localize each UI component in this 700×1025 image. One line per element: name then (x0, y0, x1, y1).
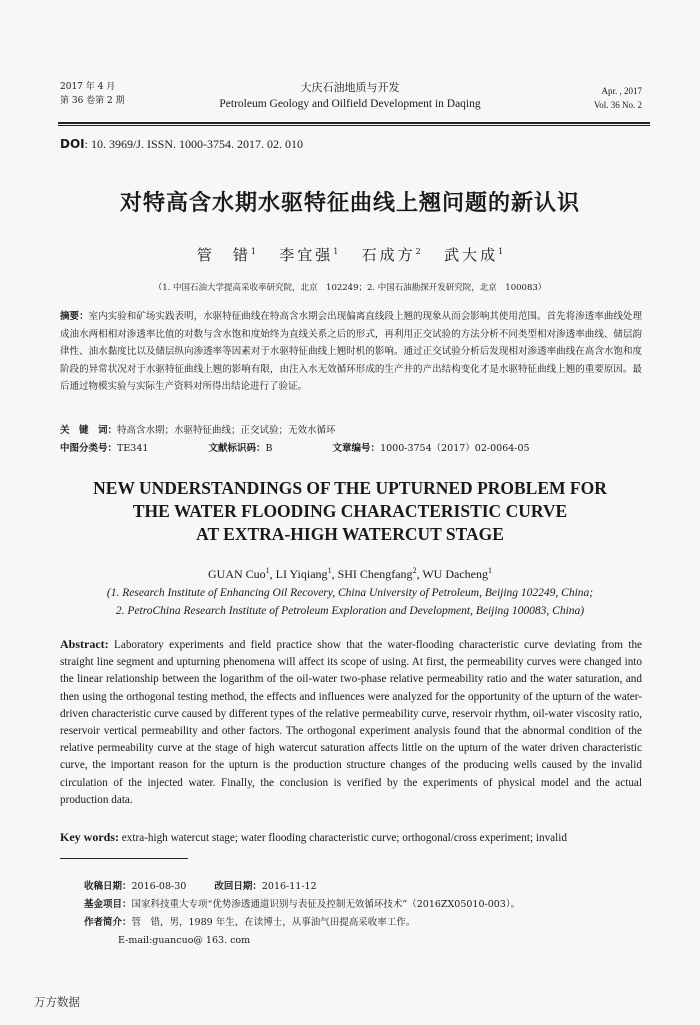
author-sup: 2 (412, 566, 417, 575)
keywords-en (60, 830, 660, 845)
header-rule-thick (58, 122, 650, 124)
journal-name-en: Petroleum Geology and Oilfield Development in Daqing (219, 98, 481, 110)
abstract-en-label: Abstract: (60, 637, 109, 651)
abstract-en (60, 636, 642, 809)
doi-label: DOI (60, 137, 85, 151)
author-cn: 石成方 (361, 246, 416, 264)
header-rule-thin (58, 125, 650, 126)
article-no-label: 文章编号： (332, 443, 381, 454)
affiliation-en (0, 584, 700, 620)
author-sup: 1 (333, 247, 339, 256)
keywords-en-text: extra-high watercut stage; water flooding characteristic curve; orthogonal/cross experiment; invalid (121, 832, 567, 844)
author-sup: 1 (327, 566, 332, 575)
header-date-cn: 2017 年 4 月 (60, 82, 116, 92)
fund-label: 基金项目： (84, 899, 132, 910)
revised-date: 2016-11-12 (261, 881, 317, 892)
author-sup: 2 (415, 247, 421, 256)
author-en: GUAN Cuo (208, 567, 266, 581)
abstract-cn (60, 308, 642, 396)
page-title-en (0, 477, 700, 546)
doi (60, 137, 303, 152)
clc-label: 中图分类号： (60, 443, 118, 454)
classification-cn (60, 440, 642, 454)
author-bio-label: 作者简介： (84, 917, 132, 928)
footnote-rule (60, 858, 188, 859)
author-sup: 1 (265, 566, 270, 575)
header-volume-en: Vol. 36 No. 2 (593, 100, 642, 110)
author-en: LI Yiqiang (275, 567, 328, 581)
doi-value: : 10. 3969/J. ISSN. 1000-3754. 2017. 02. 010 (84, 137, 303, 151)
author-bio-text: 管 错，男，1989 年生，在读博士，从事油气田提高采收率工作。 (131, 917, 416, 928)
footnote-dates (84, 879, 317, 895)
footnote-email: E-mail:guancuo@ 163. com (118, 935, 251, 946)
header-right (594, 84, 642, 112)
abstract-cn-text: 室内实验和矿场实践表明，水驱特征曲线在特高含水期会出现偏离直线段上翘的现象从而会影响其使用范围。首先将渗透率曲线处理成油水两相相对渗透率比值的对数与含水饱和度始终为直线关系之后的形式，再利用正交试验的方法分析不同类型相对渗透率曲线、储层韵律性、油水黏度比以及储层纵向渗透率等因素对于水驱特征曲线上翘时机的影响。通过正交试验分析后发现相对渗透率曲线在高含水饱和度阶段的异常状况对于水驱特征曲线上翘的影响有限，由注入水无效循环形成的生产井的产出结构变化才是水驱特征曲线上翘的重要原因。最后通过物模实验与实际生产资料对所得出结论进行了验证。 (60, 311, 642, 392)
title-en-line: NEW UNDERSTANDINGS OF THE UPTURNED PROBLEM FOR (93, 478, 607, 498)
authors-cn (0, 244, 700, 265)
abstract-cn-label: 摘要： (60, 311, 89, 322)
author-cn: 管 错 (196, 246, 251, 264)
author-cn: 武大成 (444, 246, 499, 264)
author-sup: 1 (488, 566, 492, 575)
doc-code-label: 文献标识码： (208, 443, 266, 454)
page-title-cn: 对特高含水期水驱特征曲线上翘问题的新认识 (119, 191, 580, 216)
fund-text: 国家科技重大专项“优势渗透通道识别与表征及控制无效循环技术”（2016ZX05010-003）。 (131, 899, 521, 910)
authors-en: GUAN Cuo$^1$, LI Yiqiang$^1$, SHI Chengfang$^2$, WU Dacheng$^1$ (208, 566, 492, 581)
title-en-line: AT EXTRA-HIGH WATERCUT STAGE (196, 524, 504, 544)
header-date-en: Apr. , 2017 (601, 86, 642, 96)
journal-name-cn: 大庆石油地质与开发 (300, 81, 400, 94)
doc-code-value: B (265, 443, 273, 454)
received-label: 收稿日期： (84, 881, 132, 892)
affiliation-en-line: 2. PetroChina Research Institute of Petroleum Exploration and Development, Beijing 100083, China) (115, 605, 585, 617)
keywords-cn (60, 422, 336, 436)
keywords-cn-label: 关 键 词： (60, 425, 118, 436)
clc-value: TE341 (117, 443, 149, 454)
article-no-value: 1000-3754（2017）02-0064-05 (380, 443, 530, 454)
author-sup: 1 (498, 247, 504, 256)
author-cn: 李宜强 (279, 246, 334, 264)
keywords-en-label: Key words: (60, 830, 119, 844)
author-en: SHI Chengfang (337, 567, 413, 581)
abstract-en-text: Laboratory experiments and field practice show that the water-flooding characteristic curve deviating from the straight line segment and upturning phenomena will affect its scope of using. At first, the permeability curves were changed into the linear relationship between the logarithm of the oil-water two-phase relative permeability ratio and the water saturation, and then using the orthogonal testing method, the effects and influences were analyzed for the opportunity of the upturn of the water-driven characteristic curve caused by different types of the relative permeability curve, reservoir rhythm, oil-water viscosity ratio, reservoir vertical permeability and other factors. The orthogonal experiment analysis found that the abnormal condition of the relative permeability curve at the stage of high watercut saturation affects little on the upturn of the water driven characteristic curve, the important reason for the upturn is the production structure changes of the producing wells caused by the invalid circulation of the injected water. Finally, the conclusion is verified by the experiments of physical model and the actual production data. (60, 639, 643, 806)
footnote-author (84, 915, 415, 931)
author-en: WU Dacheng (422, 567, 488, 581)
title-en-line: THE WATER FLOODING CHARACTERISTIC CURVE (132, 501, 568, 521)
revised-label: 改回日期： (214, 881, 262, 892)
footnote-fund (84, 897, 520, 913)
received-date: 2016-08-30 (131, 881, 187, 892)
affiliation-en-line: (1. Research Institute of Enhancing Oil Recovery, China University of Petroleum, Beijing 102249, China; (106, 587, 594, 599)
watermark: 万方数据 (34, 995, 80, 1009)
header-volume-cn: 第 36 卷第 2 期 (60, 96, 125, 106)
keywords-cn-text: 特高含水期；水驱特征曲线；正交试验；无效水循环 (117, 425, 336, 436)
affiliation-cn: （1. 中国石油大学提高采收率研究院，北京 102249；2. 中国石油勘探开发研究院，北京 100083） (153, 283, 547, 293)
author-sup: 1 (250, 247, 256, 256)
